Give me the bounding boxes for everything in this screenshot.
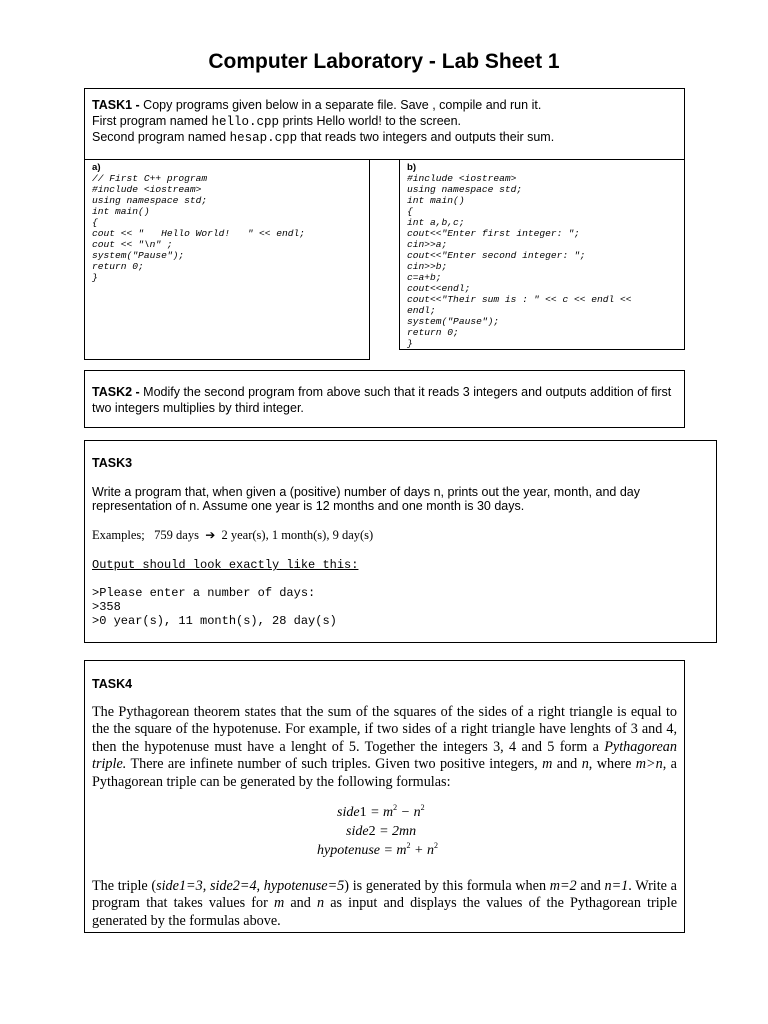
formula-side1-exp1: 2 xyxy=(393,803,398,812)
task4-p2-a: The triple ( xyxy=(92,878,157,894)
task4-p2-em3: n=1 xyxy=(604,878,629,894)
code-b: #include <iostream> using namespace std; int main() { int a,b,c; cout<<"Enter first integer: "; cin>>a; cout<<"Enter second integer: "; cin>>b; c=a+b; cout<<endl; cout<<"Their sum is : " << c << endl << endl; system("Pause"); return 0; } xyxy=(407,173,632,349)
task4-p1-and: and xyxy=(552,756,582,773)
task4-p2-n: n xyxy=(316,895,325,912)
task4-p2-d: . Write a program that takes values for xyxy=(92,878,677,912)
task1-line1: Copy programs given below in a separate file. Save , compile and run it. xyxy=(139,98,542,112)
output-heading: Output should look exactly like this: xyxy=(92,558,359,572)
formula-hyp-m: = m xyxy=(379,843,407,858)
task3-label: TASK3 xyxy=(92,456,133,470)
task4-p2-e: and xyxy=(284,895,317,912)
formula-side2 xyxy=(346,824,416,840)
task2-label: TASK2 - xyxy=(92,385,140,399)
formula-hyp-exp1: 2 xyxy=(406,841,411,850)
task4-p2-em1: side1=3, side2=4, hypotenuse=5 xyxy=(156,878,345,894)
code-a: // First C++ program #include <iostream> using namespace std; int main() { cout << " Hello World! " << endl; cout << "\n" ; system("Pause"); return 0; } xyxy=(92,173,306,283)
task4-p1-a: The Pythagorean theorem states that the sum of the squares of the sides of a right triangle is equal to the the square of the hypotenuse. For example, if two sides of a right triangle have lenghts of 3 and 4, then the hypotenuse must have a lenght of 5. Together the integers 3, 4 and 5 form a xyxy=(92,704,677,755)
formula-side1-num: 1 xyxy=(359,805,367,820)
arrow-right-icon: ➔ xyxy=(205,528,216,542)
task3-description: Write a program that, when given a (positive) number of days n, prints out the year, month, and day representation of n. Assume one year is 12 months and one month is 30 days. xyxy=(92,485,640,513)
hesap-filename: hesap.cpp xyxy=(229,131,298,145)
task3-examples xyxy=(92,528,373,543)
task1-text xyxy=(92,98,677,147)
task4-paragraph2 xyxy=(92,878,677,930)
task2-text xyxy=(92,385,677,416)
formula-hyp-exp2: 2 xyxy=(434,841,438,850)
formula-side1 xyxy=(337,805,425,821)
code-a-label: a) xyxy=(92,162,101,173)
formula-side2-rhs: = 2mn xyxy=(375,824,417,839)
page-title: Computer Laboratory - Lab Sheet 1 xyxy=(208,50,560,73)
formula-hypotenuse xyxy=(317,843,438,859)
task2-box xyxy=(84,370,685,428)
code-a-box xyxy=(84,159,370,360)
task4-p2-f: as input and displays the values of the Pythagorean triple generated by the formulas above. xyxy=(92,895,677,929)
task4-p2-em2: m=2 xyxy=(549,878,577,894)
examples-label: Examples; xyxy=(92,528,145,542)
formula-side1-exp2: 2 xyxy=(420,803,425,812)
formula-hyp-lhs: hypotenuse xyxy=(317,843,380,858)
output-sample: >Please enter a number of days: >358 >0 year(s), 11 month(s), 28 day(s) xyxy=(92,586,337,628)
task4-p2-b: ) is generated by this formula when xyxy=(344,878,550,894)
task4-box xyxy=(84,660,685,933)
task4-p1-b: There are infinete number of such triples. Given two positive integers, xyxy=(126,756,543,773)
task1-line3-pre: Second program named xyxy=(92,130,230,144)
formula-side2-num: 2 xyxy=(368,824,376,839)
task4-paragraph1 xyxy=(92,704,677,791)
task4-p1-mn: m>n xyxy=(635,756,663,773)
task4-p2-m: m xyxy=(273,895,285,912)
formula-side1-m: = m xyxy=(366,805,394,820)
task4-p1-c: , a Pythagorean triple can be generated by the following formulas: xyxy=(92,756,677,790)
task1-box xyxy=(84,88,685,160)
task3-box xyxy=(84,440,717,643)
code-b-label: b) xyxy=(407,162,417,173)
examples-input: 759 days xyxy=(154,528,199,542)
task2-body: Modify the second program from above such that it reads 3 integers and outputs addition of first two integers multiplies by third integer. xyxy=(92,385,672,415)
formula-side1-lhs: side xyxy=(337,805,360,820)
task1-line3-post: that reads two integers and outputs their sum. xyxy=(297,130,555,144)
task4-p1-m: m xyxy=(542,756,553,773)
task4-p1-n: n xyxy=(581,756,589,773)
task1-label: TASK1 - xyxy=(92,98,140,112)
task4-p2-c: and xyxy=(576,878,605,894)
formula-side2-lhs: side xyxy=(346,824,369,839)
task1-line2-post: prints Hello world! to the screen. xyxy=(279,113,462,128)
formula-hyp-n: + n xyxy=(410,843,434,858)
task4-p1-em: Pythagorean triple. xyxy=(92,738,677,773)
task1-line2-pre: First program named xyxy=(92,113,212,128)
code-b-box xyxy=(399,159,685,350)
task4-label: TASK4 xyxy=(92,677,133,691)
examples-output: 2 year(s), 1 month(s), 9 day(s) xyxy=(221,528,374,542)
formula-side1-n: − n xyxy=(397,805,421,820)
hello-filename: hello.cpp xyxy=(211,114,279,129)
task4-p1-where: , where xyxy=(588,756,636,773)
